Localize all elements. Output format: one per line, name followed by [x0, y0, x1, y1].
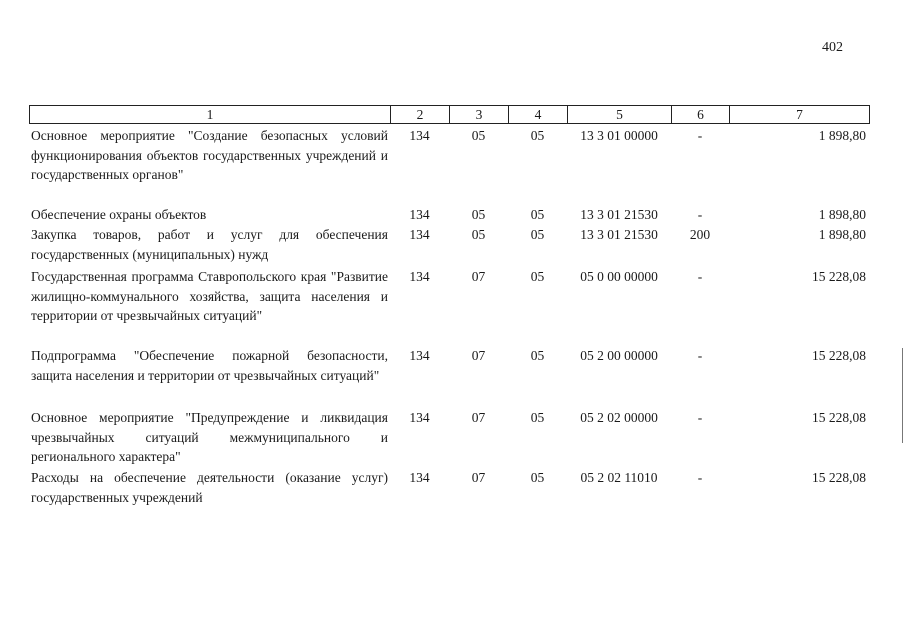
- row-csr: 13 3 01 21530: [580, 207, 658, 222]
- row-pr: 05: [530, 227, 545, 242]
- row-pr: 05: [530, 348, 545, 363]
- row-csr: 13 3 01 00000: [580, 128, 658, 143]
- row-name: Основное мероприятие "Предупреждение и ликвидация чрезвычайных ситуаций межмуниципального и регионального характера": [31, 410, 388, 464]
- row-rz: 07: [471, 410, 486, 425]
- header-col-6: 6: [672, 106, 730, 123]
- header-col-4: 4: [509, 106, 568, 123]
- row-pr: 05: [530, 410, 545, 425]
- row-ved: 134: [409, 207, 430, 222]
- row-sum: 1 898,80: [818, 207, 866, 222]
- row-name: Обеспечение охраны объектов: [31, 207, 207, 222]
- row-vr: -: [697, 207, 703, 222]
- row-vr: -: [697, 348, 703, 363]
- row-sum: 15 228,08: [812, 348, 866, 363]
- row-rz: 07: [471, 470, 486, 485]
- row-pr: 05: [530, 128, 545, 143]
- row-csr: 05 2 02 11010: [580, 470, 658, 485]
- table-header: [29, 105, 870, 124]
- row-name: Расходы на обеспечение деятельности (оказание услуг) государственных учреждений: [31, 470, 388, 505]
- row-name: Подпрограмма "Обеспечение пожарной безопасности, защита населения и территории от чрезвычайных ситуаций": [31, 348, 388, 383]
- page-number: 402: [822, 40, 843, 55]
- row-ved: 134: [409, 470, 430, 485]
- header-col-1: 1: [30, 106, 391, 123]
- row-csr: 05 2 02 00000: [580, 410, 658, 425]
- scan-margin-line: [902, 348, 903, 443]
- row-sum: 15 228,08: [812, 470, 866, 485]
- row-vr: -: [697, 128, 703, 143]
- row-name: Закупка товаров, работ и услуг для обеспечения государственных (муниципальных) нужд: [31, 227, 388, 262]
- header-col-2: 2: [391, 106, 450, 123]
- row-ved: 134: [409, 269, 430, 284]
- row-rz: 05: [471, 128, 486, 143]
- row-sum: 1 898,80: [818, 227, 866, 242]
- row-rz: 07: [471, 348, 486, 363]
- row-sum: 1 898,80: [818, 128, 866, 143]
- row-pr: 05: [530, 470, 545, 485]
- row-name: Государственная программа Ставропольского края "Развитие жилищно-коммунального хозяйства, защита населения и территории от чрезвычайных ситуаций": [31, 269, 388, 323]
- row-sum: 15 228,08: [812, 410, 866, 425]
- header-col-7: 7: [796, 107, 803, 122]
- row-csr: 13 3 01 21530: [580, 227, 658, 242]
- row-vr: -: [697, 470, 703, 485]
- row-pr: 05: [530, 207, 545, 222]
- header-col-5: 5: [568, 106, 672, 123]
- row-csr: 05 2 00 00000: [580, 348, 658, 363]
- row-name: Основное мероприятие "Создание безопасных условий функционирования объектов государственных учреждений и государственных органов": [31, 128, 388, 182]
- row-ved: 134: [409, 348, 430, 363]
- header-col-3: 3: [450, 106, 509, 123]
- row-rz: 05: [471, 207, 486, 222]
- row-csr: 05 0 00 00000: [580, 269, 658, 284]
- row-pr: 05: [530, 269, 545, 284]
- row-sum: 15 228,08: [812, 269, 866, 284]
- row-ved: 134: [409, 227, 430, 242]
- row-ved: 134: [409, 410, 430, 425]
- row-rz: 07: [471, 269, 486, 284]
- row-vr: -: [697, 269, 703, 284]
- row-rz: 05: [471, 227, 486, 242]
- row-vr: 200: [689, 227, 711, 242]
- row-vr: -: [697, 410, 703, 425]
- row-ved: 134: [409, 128, 430, 143]
